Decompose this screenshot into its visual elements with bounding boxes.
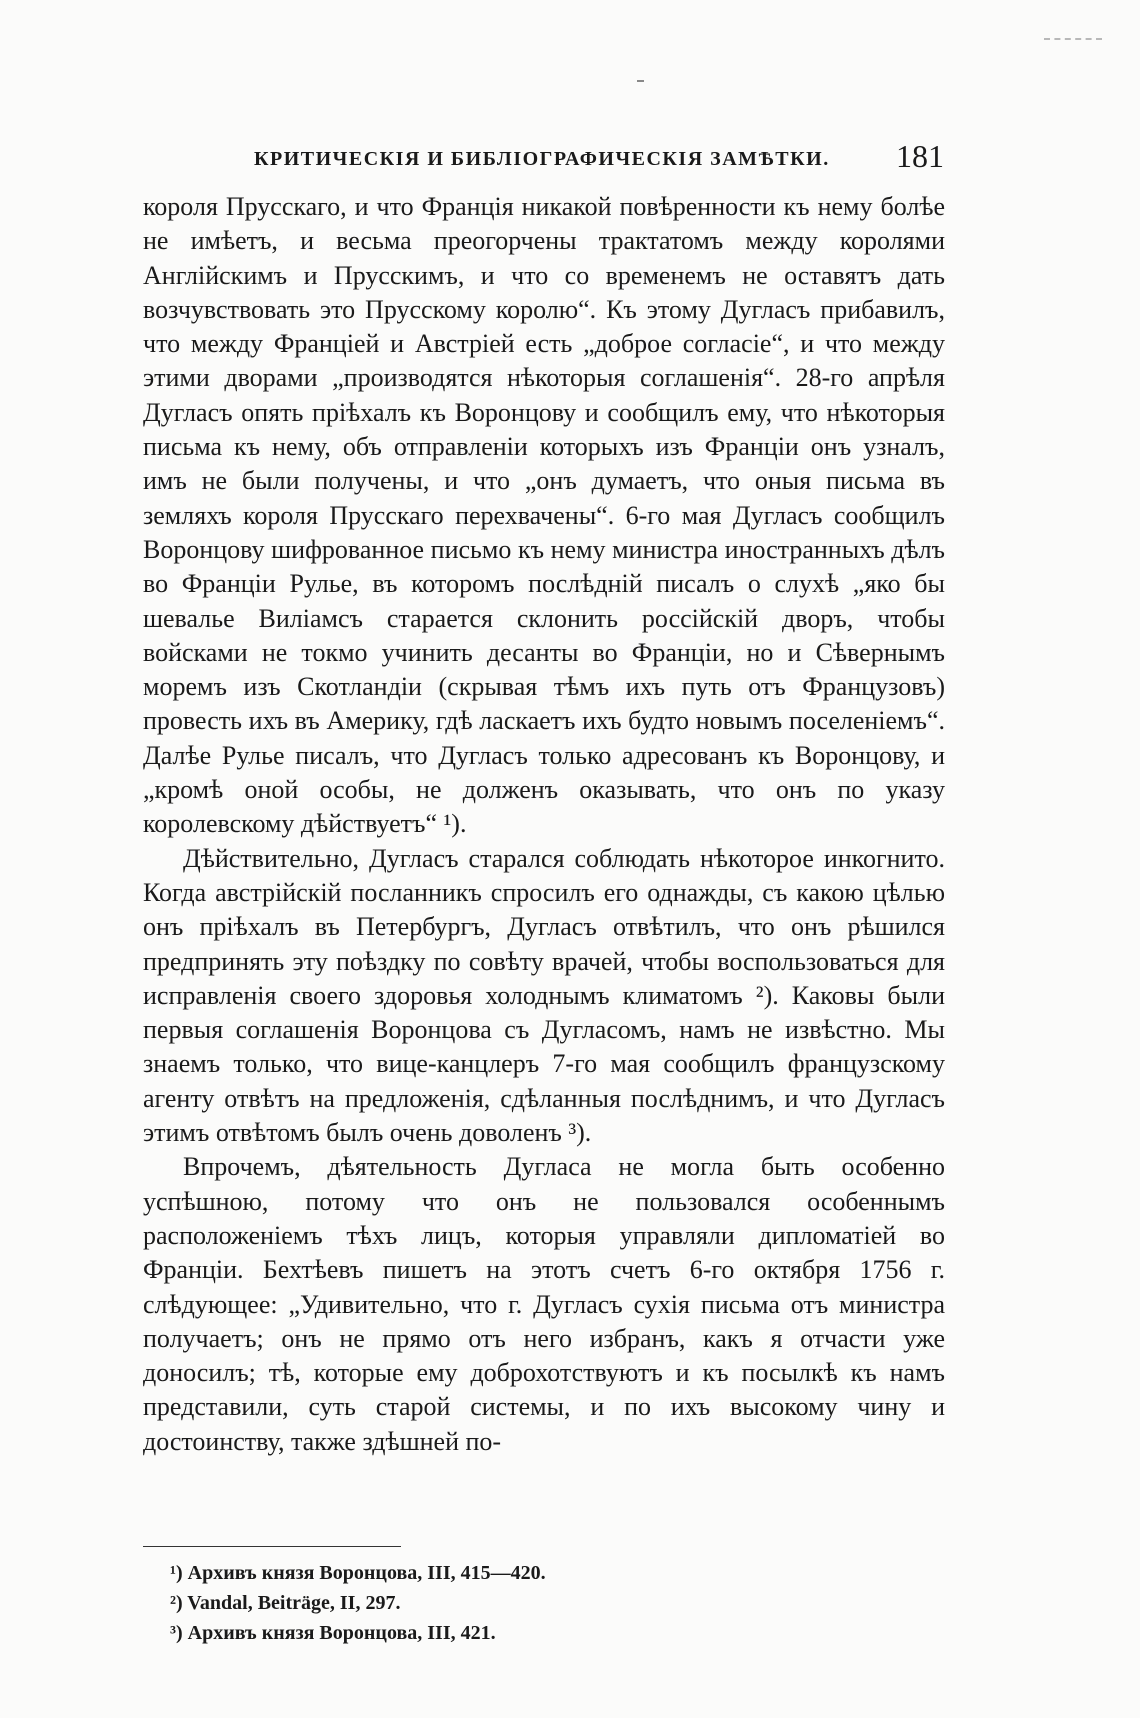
footnotes: [170, 1558, 870, 1648]
footnote-separator: [143, 1546, 401, 1547]
running-title: КРИТИЧЕСКІЯ И БИБЛІОГРАФИЧЕСКІЯ ЗАМѢТКИ.: [254, 148, 830, 170]
paragraph-1: короля Прусскаго, и что Франція никакой повѣренности къ нему болѣе не имѣетъ, и весьма преогорчены трактатомъ между королями Англійскимъ и Прусскимъ, и что со временемъ не оставятъ дать возчувствовать это Прусскому королю“. Къ этому Дугласъ прибавилъ, что между Франціей и Австріей есть „доброе согласіе“, и что между этими дворами „производятся нѣкоторыя соглашенія“. 28-го апрѣля Дугласъ опять пріѣхалъ къ Воронцову и сообщилъ ему, что нѣкоторыя письма къ нему, объ отправленіи которыхъ изъ Франціи онъ узналъ, имъ не были получены, и что „онъ думаетъ, что оныя письма въ земляхъ короля Прусскаго перехвачены“. 6-го мая Дугласъ сообщилъ Воронцову шифрованное письмо къ нему министра иностранныхъ дѣлъ во Франціи Рулье, въ которомъ послѣдній писалъ о слухѣ „яко бы шевалье Виліамсъ старается склонить россійскій дворъ, чтобы войсками не токмо учинить десанты во Франціи, но и Сѣвернымъ моремъ изъ Скотландіи (скрывая тѣмъ ихъ путь отъ Французовъ) провесть ихъ въ Америку, гдѣ ласкаетъ ихъ будто новымъ поселеніемъ“. Далѣе Рулье писалъ, что Дугласъ только адресованъ къ Воронцову, и „кромѣ оной особы, не долженъ оказывать, что онъ по указу королевскому дѣйствуетъ“ ¹).: [143, 192, 945, 839]
scan-mark: [637, 80, 644, 82]
running-header: [254, 138, 944, 178]
paragraph-2: Дѣйствительно, Дугласъ старался соблюдать нѣкоторое инкогнито. Когда австрійскій посланникъ спросилъ его однажды, съ какою цѣлью онъ пріѣхалъ въ Петербургъ, Дугласъ отвѣтилъ, что онъ рѣшился предпринять эту поѣздку по совѣту врачей, чтобы воспользоваться для исправленія своего здоровья холоднымъ климатомъ ²). Каковы были первыя соглашенія Воронцова съ Дугласомъ, намъ не извѣстно. Мы знаемъ только, что вице-канцлеръ 7-го мая сообщилъ французскому агенту отвѣтъ на предложенія, сдѣланныя послѣднимъ, и что Дугласъ этимъ отвѣтомъ былъ очень доволенъ ³).: [143, 843, 945, 1148]
body-text: [143, 190, 945, 1459]
paragraph-3: Впрочемъ, дѣятельность Дугласа не могла быть особенно успѣшною, потому что онъ не пользовался особеннымъ расположеніемъ тѣхъ лицъ, которыя управляли дипломатіей во Франціи. Бехтѣевъ пишетъ на этотъ счетъ 6-го октября 1756 г. слѣдующее: „Удивительно, что г. Дугласъ сухія письма отъ министра получаетъ; онъ не прямо отъ него избранъ, какъ я отчасти уже доносилъ; тѣ, которые ему доброхотствуютъ и къ посылкѣ къ намъ представили, суть старой системы, и по ихъ высокому чину и достоинству, также здѣшней по-: [143, 1152, 945, 1456]
page-number: 181: [896, 138, 944, 174]
footnote-1: ¹) Архивъ князя Воронцова, III, 415—420.: [170, 1562, 546, 1584]
scan-corner-mark: [1044, 38, 1102, 42]
footnote-2: ²) Vandal, Beiträge, II, 297.: [170, 1592, 401, 1614]
footnote-3: ³) Архивъ князя Воронцова, III, 421.: [170, 1622, 496, 1644]
